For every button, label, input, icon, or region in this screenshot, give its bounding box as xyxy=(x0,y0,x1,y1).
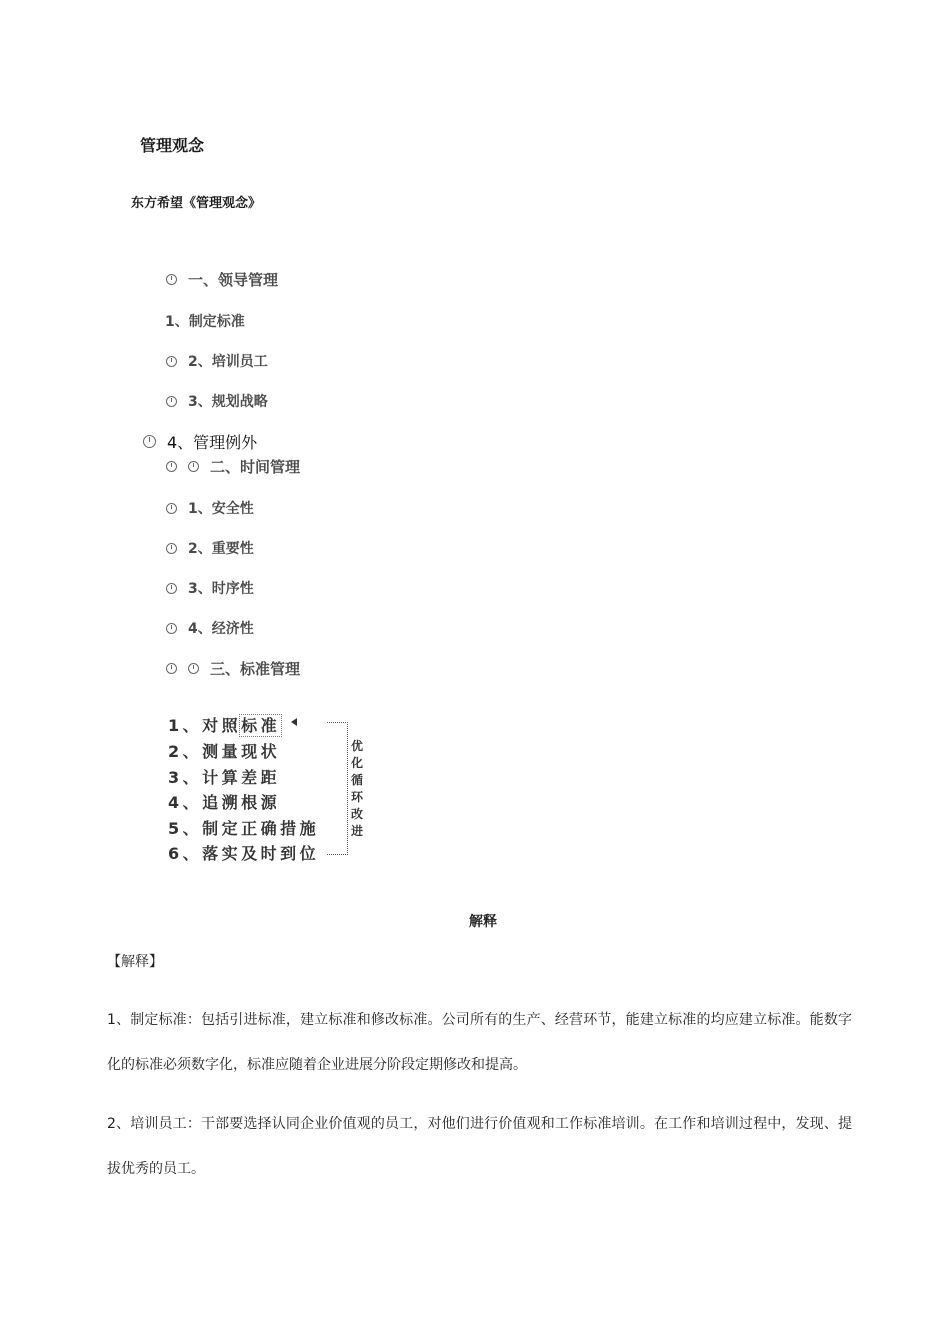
outline-item-1-1-label: 1、制定标准 xyxy=(165,314,245,330)
outline-item-2-2-label: 2、重要性 xyxy=(188,541,254,557)
outline-item-2-3-label: 3、时序性 xyxy=(188,581,254,597)
outline-item-2-1-label: 1、安全性 xyxy=(188,501,254,517)
clock-icon xyxy=(166,623,177,634)
diagram-step-6: 6、落实及时到位 xyxy=(168,844,320,863)
outline-item-1-1 xyxy=(165,311,245,331)
outline-section-3-label: 三、标准管理 xyxy=(210,660,301,678)
outline-item-2-4-label: 4、经济性 xyxy=(188,621,254,637)
outline-section-2-label: 二、时间管理 xyxy=(210,458,301,476)
diagram-step-5: 5、制定正确措施 xyxy=(168,819,320,838)
explanation-heading: 解释 xyxy=(469,914,497,930)
clock-icon xyxy=(166,396,177,407)
clock-icon xyxy=(166,356,177,367)
diagram-step-1 xyxy=(168,713,280,736)
outline-item-1-4-label: 4、管理例外 xyxy=(167,433,258,452)
diagram-step-2: 2、测量现状 xyxy=(168,742,281,761)
clock-icon xyxy=(188,461,199,472)
outline-item-1-3 xyxy=(166,391,268,411)
clock-icon xyxy=(166,583,177,594)
diagram-step-4: 4、追溯根源 xyxy=(168,793,281,812)
explanation-paragraph-2: 2、培训员工：干部要选择认同企业价值观的员工，对他们进行价值观和工作标准培训。在工作和培训过程中，发现、提拔优秀的员工。 xyxy=(107,1116,852,1177)
cycle-label: 优化循环改进 xyxy=(351,739,364,838)
page-title: 管理观念 xyxy=(140,136,205,155)
outline-item-2-2 xyxy=(166,538,254,558)
outline-item-1-2-label: 2、培训员工 xyxy=(188,354,268,370)
diagram-step-1-highlight: 标准 xyxy=(241,716,281,735)
clock-icon xyxy=(166,274,177,285)
clock-icon xyxy=(188,663,199,674)
clock-icon xyxy=(166,543,177,554)
outline-item-1-3-label: 3、规划战略 xyxy=(188,394,268,410)
clock-icon xyxy=(166,503,177,514)
outline-item-2-3 xyxy=(166,578,254,598)
outline-item-2-1 xyxy=(166,498,254,518)
diagram-step-3: 3、计算差距 xyxy=(168,768,281,787)
cycle-bracket xyxy=(327,722,348,855)
outline-item-2-4 xyxy=(166,618,254,638)
outline-section-1-label: 一、领导管理 xyxy=(188,271,279,289)
diagram-step-1-prefix: 1、对照 xyxy=(168,716,242,735)
clock-icon xyxy=(143,435,156,448)
outline-item-1-2 xyxy=(166,351,268,371)
clock-icon xyxy=(166,461,177,472)
outline-item-1-4 xyxy=(143,430,257,453)
outline-section-2 xyxy=(166,456,300,477)
clock-icon xyxy=(166,663,177,674)
outline-section-1 xyxy=(166,269,278,290)
explanation-bracket-label: 【解释】 xyxy=(107,954,163,970)
arrow-left-icon xyxy=(291,718,297,726)
explanation-paragraph-1: 1、制定标准：包括引进标准，建立标准和修改标准。公司所有的生产、经营环节，能建立标准的均应建立标准。能数字化的标准必须数字化，标准应随着企业进展分阶段定期修改和提高。 xyxy=(107,1012,852,1073)
outline-section-3 xyxy=(166,658,300,679)
document-subtitle: 东方希望《管理观念》 xyxy=(131,196,262,211)
